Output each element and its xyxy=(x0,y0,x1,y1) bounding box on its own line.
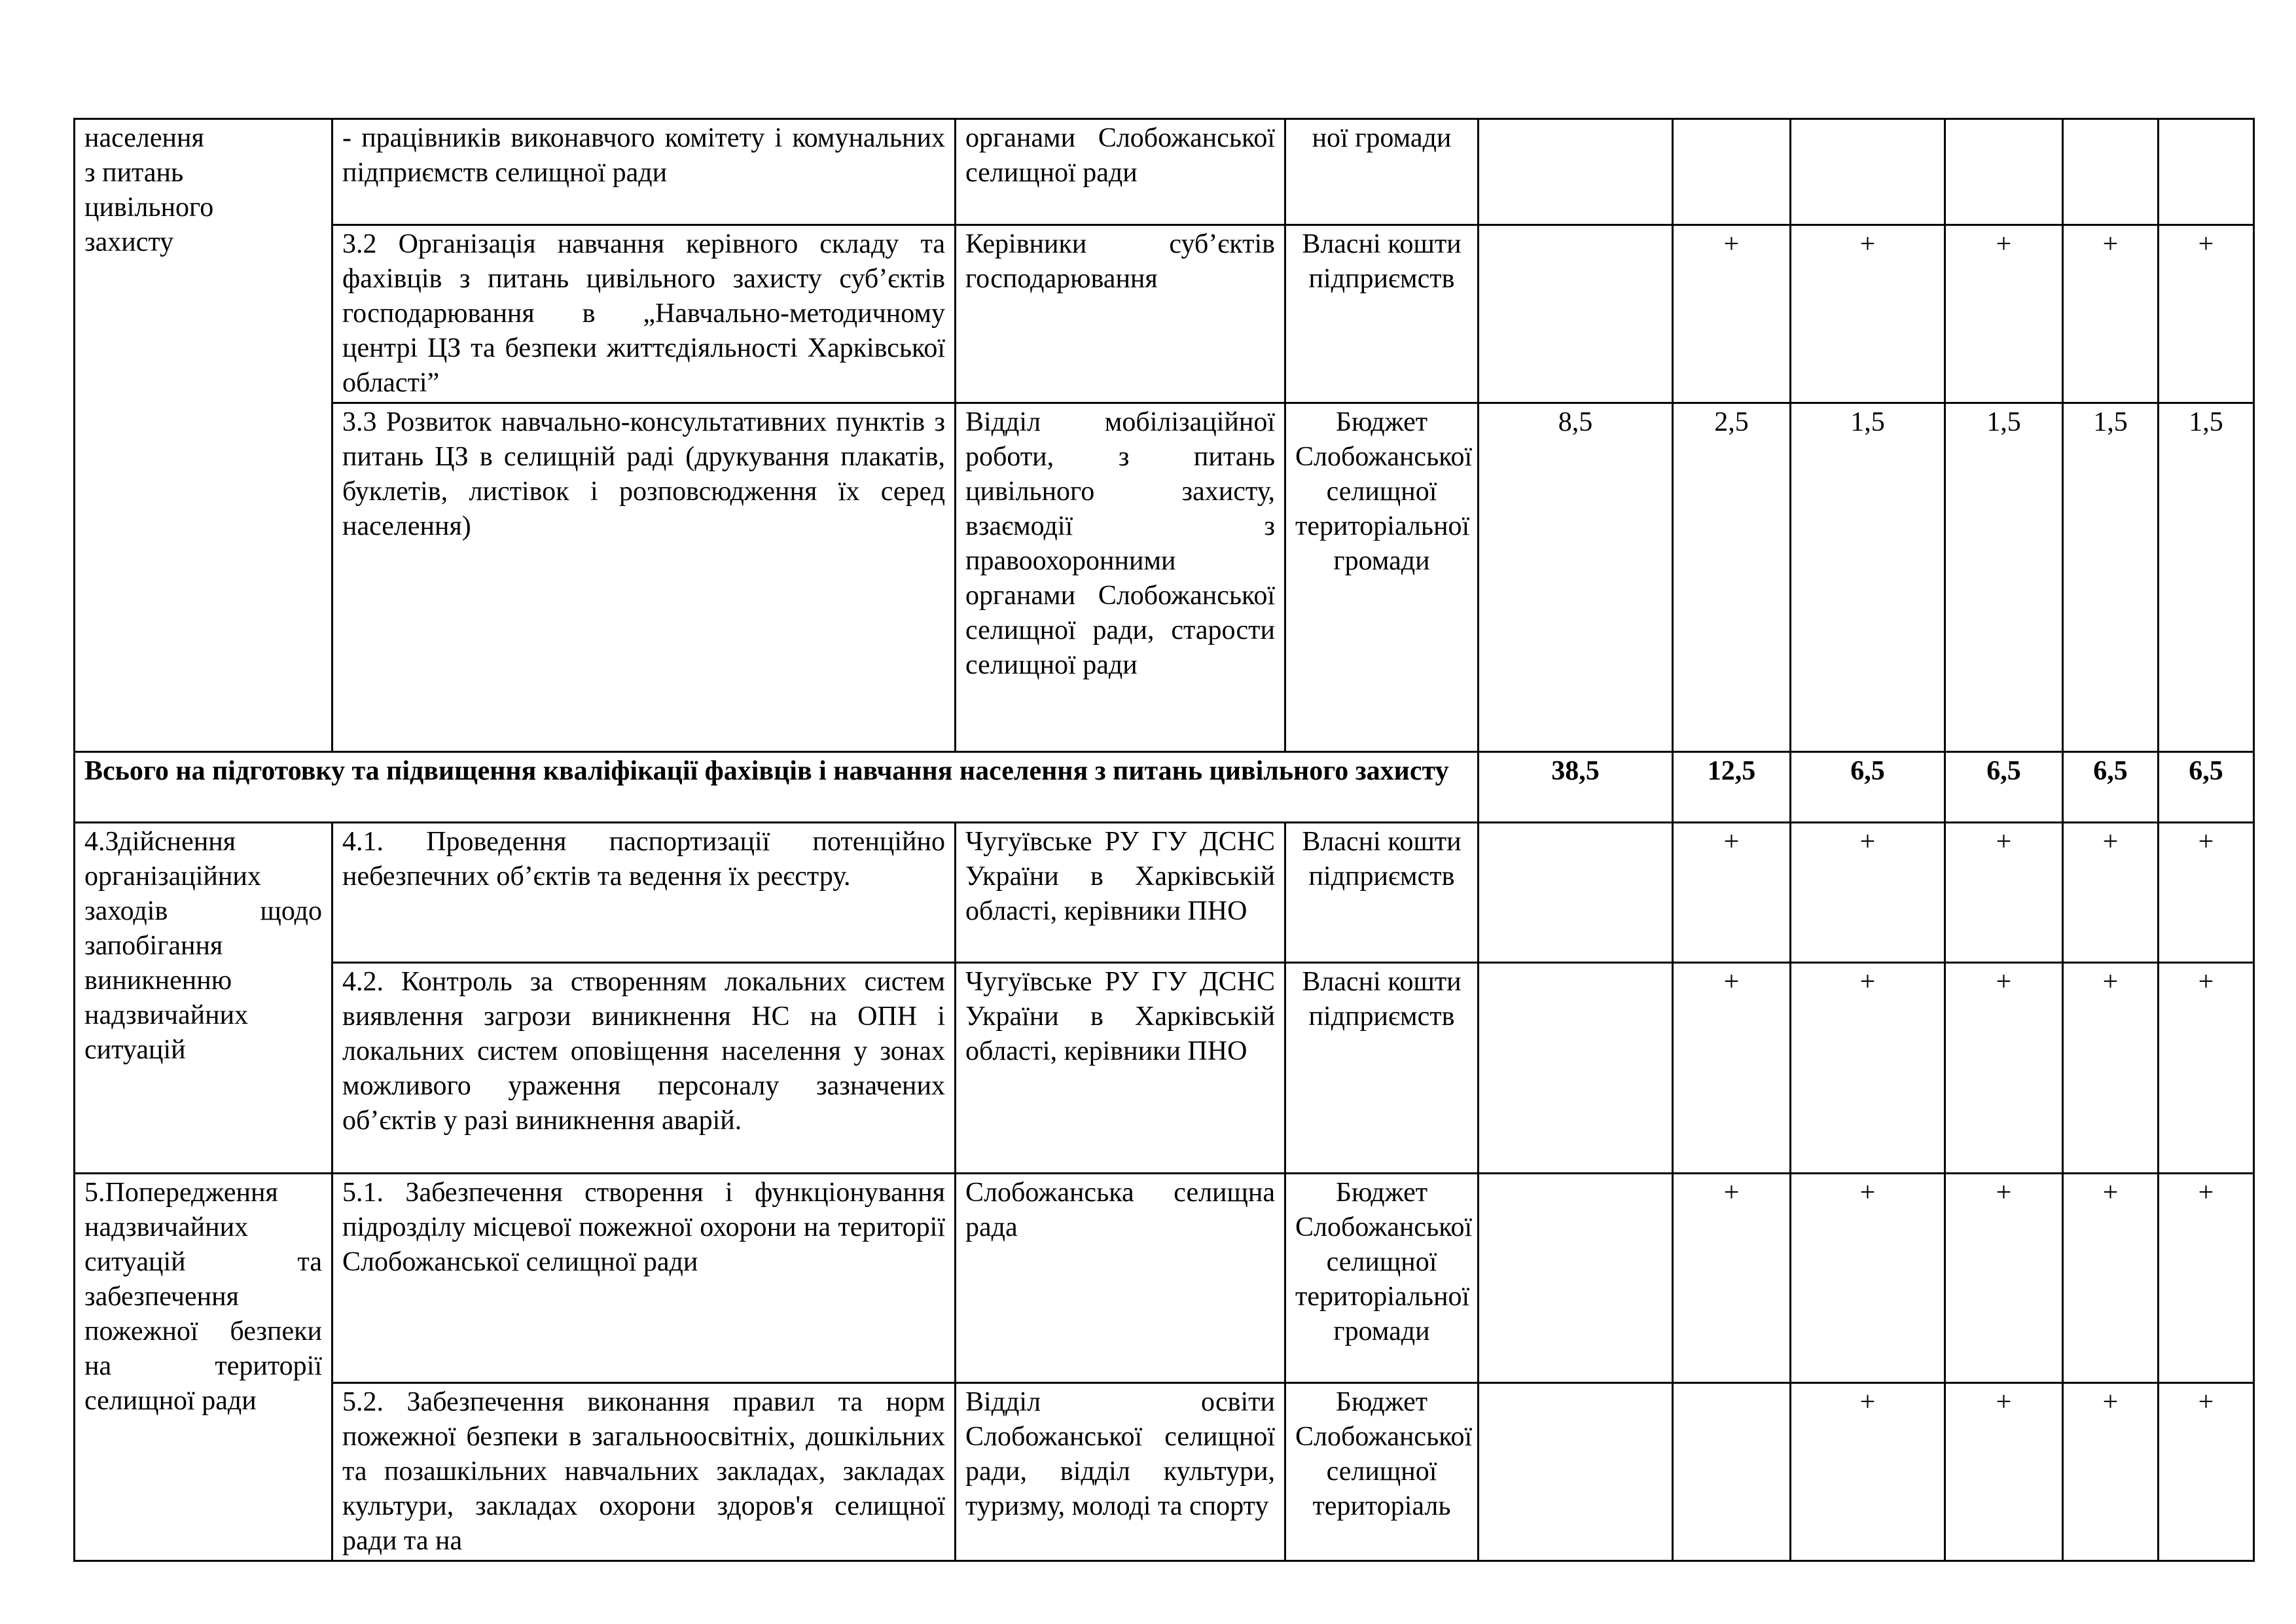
executor-cell: Відділ мобілізаційної роботи, з питань цивільного захисту, взаємодії з правоохоронними органами Слобожанської селищної ради, старости селищної ради xyxy=(956,403,1285,752)
amount-cell-y1: + xyxy=(1673,823,1791,963)
executor-cell: Чугуївське РУ ГУ ДСНС України в Харківській області, керівники ПНО xyxy=(956,823,1285,963)
measure-cell: - працівників виконавчого комітету і комунальних підприємств селищної ради xyxy=(332,119,956,225)
table-row xyxy=(75,1174,2254,1383)
amount-cell-y5: + xyxy=(2159,1174,2254,1383)
table-row xyxy=(75,963,2254,1174)
amount-cell-y3: + xyxy=(1945,963,2063,1174)
table-row xyxy=(75,225,2254,403)
amount-cell-total xyxy=(1479,119,1673,225)
amount-cell-total xyxy=(1479,1383,1673,1561)
funding-source-cell: Власні кошти підприємств xyxy=(1285,225,1479,403)
amount-cell-y4: + xyxy=(2063,823,2159,963)
measure-cell: 4.2. Контроль за створенням локальних систем виявлення загрози виникнення НС на ОПН і локальних систем оповіщення населення у зонах можливого ураження персоналу зазначених об’єктів у разі виникнення аварій. xyxy=(332,963,956,1174)
funding-source-cell: Бюджет Слобожанської селищної територіальної громади xyxy=(1285,403,1479,752)
amount-cell-y2 xyxy=(1791,119,1945,225)
amount-cell-y2: + xyxy=(1791,225,1945,403)
amount-cell-y5: 1,5 xyxy=(2159,403,2254,752)
amount-cell-y2: + xyxy=(1791,823,1945,963)
amount-cell-y4 xyxy=(2063,119,2159,225)
table-row xyxy=(75,1383,2254,1561)
amount-cell-y4: + xyxy=(2063,225,2159,403)
amount-cell-y3: + xyxy=(1945,823,2063,963)
program-measures-table xyxy=(73,118,2255,1562)
amount-cell-y3: + xyxy=(1945,225,2063,403)
amount-cell-y1: + xyxy=(1673,963,1791,1174)
measure-cell: 5.2. Забезпечення виконання правил та норм пожежної безпеки в загальноосвітніх, дошкільних та позашкільних навчальних закладах, закладах культури, закладах охорони здоров'я селищної ради та на xyxy=(332,1383,956,1561)
subtotal-amount-y3: 6,5 xyxy=(1945,752,2063,823)
subtotal-row xyxy=(75,752,2254,823)
amount-cell-total: 8,5 xyxy=(1479,403,1673,752)
group-cell-civil-protection-training: населення з питань цивільного захисту xyxy=(75,119,332,752)
amount-cell-y3: + xyxy=(1945,1174,2063,1383)
subtotal-amount-y4: 6,5 xyxy=(2063,752,2159,823)
subtotal-amount-y2: 6,5 xyxy=(1791,752,1945,823)
measure-cell: 3.3 Розвиток навчально-консультативних пунктів з питань ЦЗ в селищній раді (друкування плакатів, буклетів, листівок і розповсюдження їх серед населення) xyxy=(332,403,956,752)
funding-source-cell: Власні кошти підприємств xyxy=(1285,963,1479,1174)
group-cell-fire-safety: 5.Попередження надзвичайних ситуацій та забезпечення пожежної безпеки на території селищної ради xyxy=(75,1174,332,1561)
amount-cell-total xyxy=(1479,963,1673,1174)
measure-cell: 4.1. Проведення паспортизації потенційно небезпечних об’єктів та ведення їх реєстру. xyxy=(332,823,956,963)
executor-cell: Слобожанська селищна рада xyxy=(956,1174,1285,1383)
amount-cell-y5: + xyxy=(2159,823,2254,963)
amount-cell-y3: 1,5 xyxy=(1945,403,2063,752)
amount-cell-y5: + xyxy=(2159,1383,2254,1561)
funding-source-cell: Бюджет Слобожанської селищної територіальної громади xyxy=(1285,1174,1479,1383)
executor-cell: Відділ освіти Слобожанської селищної ради, відділ культури, туризму, молоді та спорту xyxy=(956,1383,1285,1561)
executor-cell: органами Слобожанської селищної ради xyxy=(956,119,1285,225)
amount-cell-y2: + xyxy=(1791,1174,1945,1383)
amount-cell-y5: + xyxy=(2159,963,2254,1174)
amount-cell-y2: 1,5 xyxy=(1791,403,1945,752)
amount-cell-y4: + xyxy=(2063,1174,2159,1383)
measure-cell: 3.2 Організація навчання керівного складу та фахівців з питань цивільного захисту суб’єктів господарювання в „Навчально-методичному центрі ЦЗ та безпеки життєдіяльності Харківської області” xyxy=(332,225,956,403)
table-row xyxy=(75,119,2254,225)
amount-cell-y1 xyxy=(1673,119,1791,225)
amount-cell-y1 xyxy=(1673,1383,1791,1561)
funding-source-cell: Бюджет Слобожанської селищної територіаль xyxy=(1285,1383,1479,1561)
table-row xyxy=(75,403,2254,752)
amount-cell-y1: + xyxy=(1673,225,1791,403)
group-cell-emergency-prevention-measures: 4.Здійснення організаційних заходів щодо запобігання виникненню надзвичайних ситуацій xyxy=(75,823,332,1174)
subtotal-amount-total: 38,5 xyxy=(1479,752,1673,823)
amount-cell-y4: + xyxy=(2063,1383,2159,1561)
amount-cell-y2: + xyxy=(1791,1383,1945,1561)
subtotal-amount-y5: 6,5 xyxy=(2159,752,2254,823)
amount-cell-y4: 1,5 xyxy=(2063,403,2159,752)
measure-cell: 5.1. Забезпечення створення і функціонування підрозділу місцевої пожежної охорони на території Слобожанської селищної ради xyxy=(332,1174,956,1383)
amount-cell-y1: 2,5 xyxy=(1673,403,1791,752)
amount-cell-y3: + xyxy=(1945,1383,2063,1561)
amount-cell-y4: + xyxy=(2063,963,2159,1174)
amount-cell-total xyxy=(1479,225,1673,403)
amount-cell-y1: + xyxy=(1673,1174,1791,1383)
amount-cell-y5 xyxy=(2159,119,2254,225)
amount-cell-y2: + xyxy=(1791,963,1945,1174)
amount-cell-y5: + xyxy=(2159,225,2254,403)
table-row xyxy=(75,823,2254,963)
subtotal-amount-y1: 12,5 xyxy=(1673,752,1791,823)
subtotal-label: Всього на підготовку та підвищення кваліфікації фахівців і навчання населення з питань цивільного захисту xyxy=(75,752,1479,823)
executor-cell: Керівники суб’єктів господарювання xyxy=(956,225,1285,403)
funding-source-cell: Власні кошти підприємств xyxy=(1285,823,1479,963)
executor-cell: Чугуївське РУ ГУ ДСНС України в Харківській області, керівники ПНО xyxy=(956,963,1285,1174)
funding-source-cell: ної громади xyxy=(1285,119,1479,225)
amount-cell-y3 xyxy=(1945,119,2063,225)
amount-cell-total xyxy=(1479,1174,1673,1383)
amount-cell-total xyxy=(1479,823,1673,963)
